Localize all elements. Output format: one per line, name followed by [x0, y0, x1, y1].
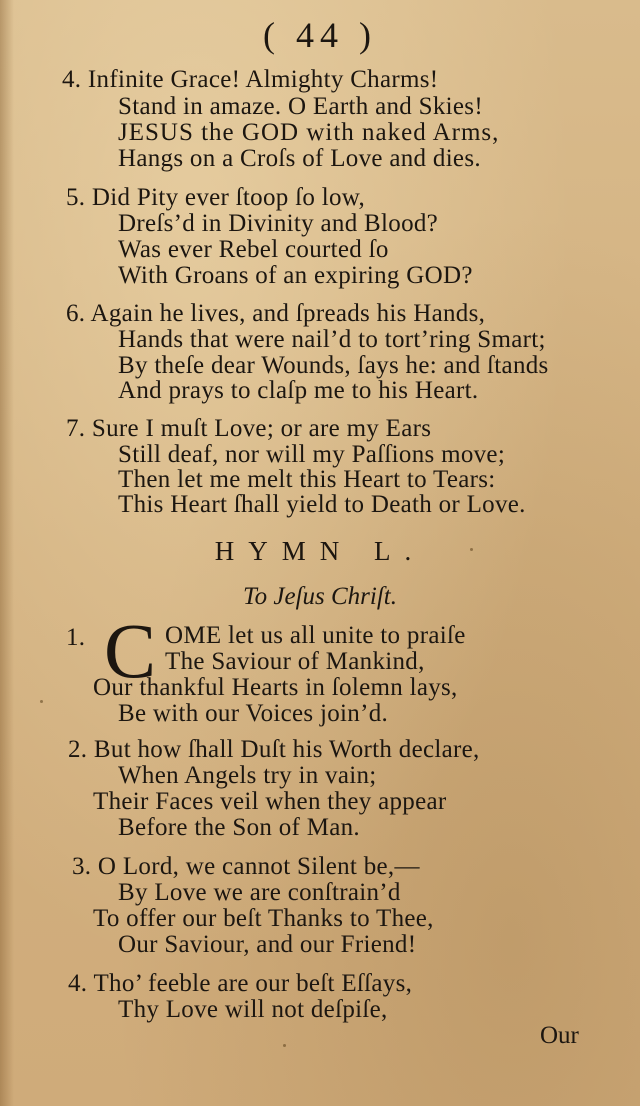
verse-line	[66, 415, 431, 443]
verse-line: Stand in amaze. O Earth and Skies!	[118, 93, 483, 120]
verse-line: Our Saviour, and our Friend!	[118, 931, 417, 958]
verse-number: 6.	[66, 300, 86, 327]
verse-line: Hands that were nail’d to tort’ring Smart;	[118, 326, 546, 353]
verse-text: Tho’ feeble are our beſt Eſſays,	[93, 970, 413, 997]
verse-number: 1.	[66, 624, 86, 651]
verse-line: Was ever Rebel courted ſo	[118, 236, 389, 263]
verse-text: Again he lives, and ſpreads his Hands,	[90, 300, 486, 327]
ink-fleck	[283, 1044, 286, 1047]
verse-line: When Angels try in vain;	[118, 762, 377, 789]
verse-line: By Love we are conſtrain’d	[118, 879, 401, 906]
verse-line: Thy Love will not deſpiſe,	[118, 996, 388, 1023]
verse-number: 4.	[68, 970, 88, 997]
verse-line: JESUS the GOD with naked Arms,	[118, 119, 500, 146]
verse-number: 4.	[62, 66, 82, 93]
verse-line: And prays to claſp me to his Heart.	[118, 377, 479, 404]
verse-line: Our thankful Hearts in ſolemn lays,	[93, 674, 458, 701]
verse-line: OME let us all unite to praiſe	[165, 622, 466, 649]
verse-text: Infinite Grace! Almighty Charms!	[87, 66, 439, 93]
verse-number: 7.	[66, 415, 86, 442]
verse-line	[72, 853, 420, 881]
verse-line: Hangs on a Croſs of Love and dies.	[118, 145, 481, 172]
verse-number: 5.	[66, 184, 86, 211]
verse-line: This Heart ſhall yield to Death or Love.	[118, 491, 526, 518]
verse-text: Did Pity ever ſtoop ſo low,	[91, 184, 366, 211]
drop-cap: C	[104, 607, 157, 694]
verse-text: O Lord, we cannot Silent be,—	[97, 853, 420, 880]
verse-text: Sure I muſt Love; or are my Ears	[91, 415, 432, 442]
verse-line: Dreſs’d in Divinity and Blood?	[118, 210, 439, 237]
verse-line: Before the Son of Man.	[118, 814, 360, 841]
verse-line	[66, 300, 485, 328]
verse-line	[62, 66, 438, 94]
verse-line: The Saviour of Mankind,	[165, 648, 425, 675]
verse-number: 3.	[72, 853, 92, 880]
verse-line	[68, 970, 412, 998]
verse-line	[66, 184, 365, 212]
verse-line: By theſe dear Wounds, ſays he: and ſtands	[118, 352, 549, 379]
hymn-title: HYMN L.	[214, 536, 426, 566]
verse-line: To offer our beſt Thanks to Thee,	[93, 905, 434, 932]
page-number: ( 44 )	[263, 15, 377, 55]
verse-text: But how ſhall Duſt his Worth declare,	[93, 736, 480, 763]
verse-number: 2.	[68, 736, 88, 763]
verse-line: Then let me melt this Heart to Tears:	[118, 466, 496, 493]
ink-fleck	[40, 700, 43, 703]
verse-line: Be with our Voices join’d.	[118, 700, 389, 727]
verse-line: With Groans of an expiring GOD?	[118, 262, 473, 289]
hymn-subtitle: To Jeſus Chriſt.	[243, 583, 397, 610]
verse-line: Still deaf, nor will my Paſſions move;	[118, 441, 506, 468]
catchword: Our	[540, 1022, 579, 1049]
verse-line	[68, 736, 480, 764]
verse-line: Their Faces veil when they appear	[93, 788, 447, 815]
